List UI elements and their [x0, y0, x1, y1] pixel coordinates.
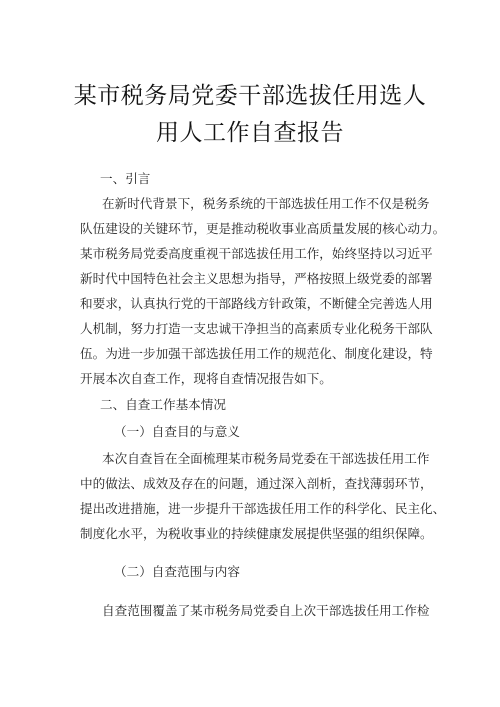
paragraph-line: 和要求，认真执行党的干部路线方针政策，不断健全完善选人用: [80, 296, 433, 311]
paragraph-line: 提出改进措施，进一步提升干部选拔任用工作的科学化、民主化、: [80, 501, 446, 516]
paragraph-line: 伍。为进一步加强干部选拔任用工作的规范化、制度化建设，特: [80, 346, 433, 361]
paragraph-line: 某市税务局党委高度重视干部选拔任用工作，始终坚持以习近平: [80, 246, 433, 261]
document-title-line-2: 用人工作自查报告: [156, 120, 344, 146]
paragraph-line: 新时代中国特色社会主义思想为指导，严格按照上级党委的部署: [80, 271, 433, 286]
section-heading-basic-situation: 二、自查工作基本情况: [100, 397, 226, 412]
paragraph-line: 自查范围覆盖了某市税务局党委自上次干部选拔任用工作检: [102, 603, 430, 618]
subsection-heading-purpose: （一）自查目的与意义: [114, 424, 240, 439]
subsection-heading-scope: （二）自查范围与内容: [114, 564, 240, 579]
section-heading-introduction: 一、引言: [100, 171, 151, 186]
paragraph-line: 人机制，努力打造一支忠诚干净担当的高素质专业化税务干部队: [80, 321, 433, 336]
paragraph-line: 在新时代背景下，税务系统的干部选拔任用工作不仅是税务: [102, 196, 430, 211]
paragraph-line: 中的做法、成效及存在的问题，通过深入剖析，查找薄弱环节，: [80, 476, 433, 491]
paragraph-line: 队伍建设的关键环节，更是推动税收事业高质量发展的核心动力。: [80, 221, 446, 236]
document-title-line-1: 某市税务局党委干部选拔任用选人: [73, 83, 427, 109]
paragraph-line: 开展本次自查工作，现将自查情况报告如下。: [80, 371, 332, 386]
paragraph-line: 本次自查旨在全面梳理某市税务局党委在干部选拔任用工作: [102, 451, 430, 466]
paragraph-line: 制度化水平，为税收事业的持续健康发展提供坚强的组织保障。: [80, 526, 433, 541]
